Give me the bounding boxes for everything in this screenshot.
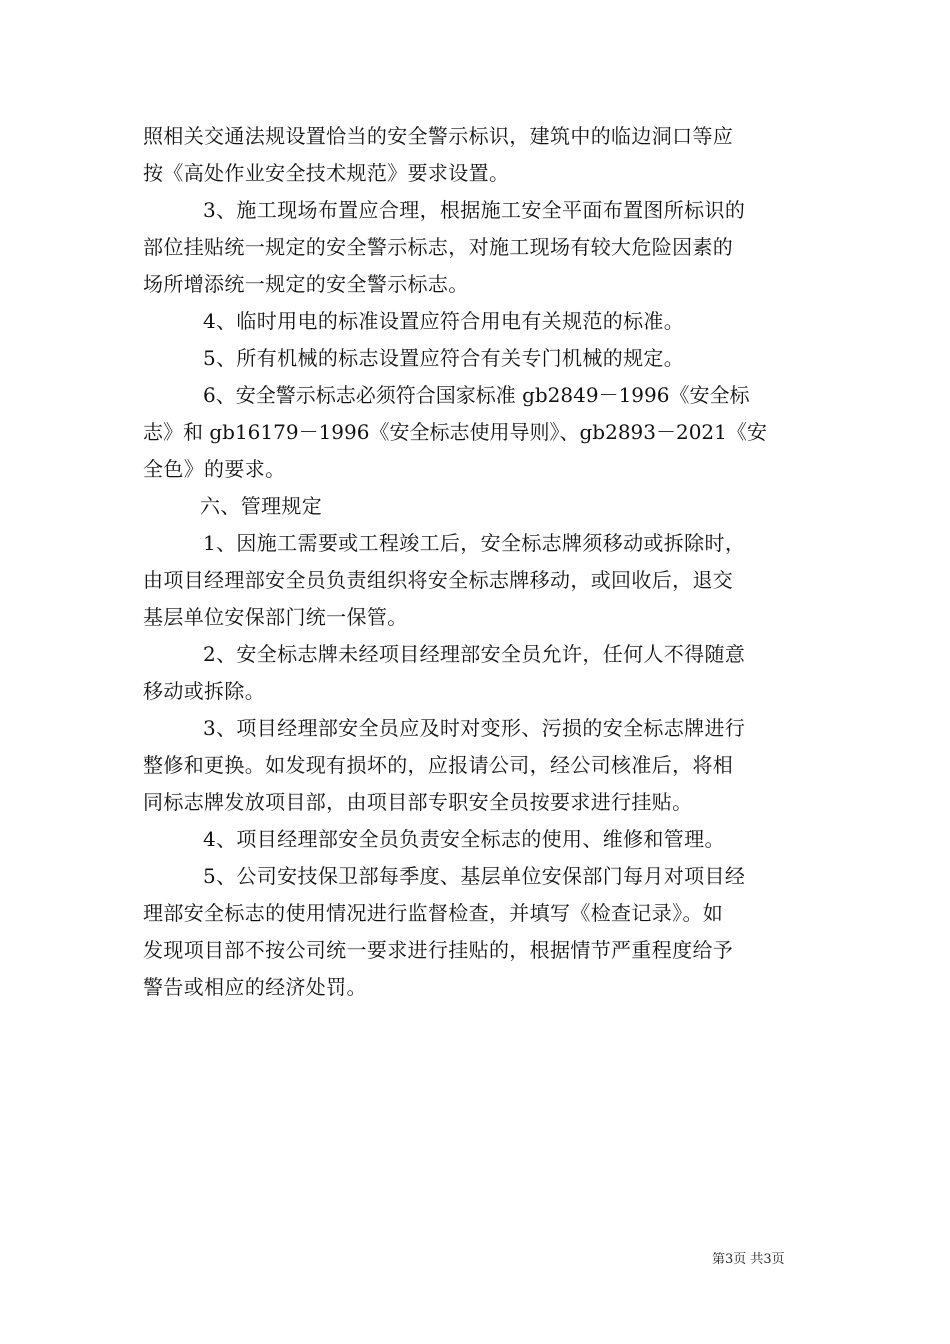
text-line: 基层单位安保部门统一保管。 [143,605,408,629]
text-line: 按《高处作业安全技术规范》要求设置。 [143,161,510,185]
page-number-footer: 第3页 共3页 [712,1252,785,1267]
text-line: 照相关交通法规设置恰当的安全警示标识，建筑中的临边洞口等应 [143,124,734,148]
text-line: 部位挂贴统一规定的安全警示标志，对施工现场有较大危险因素的 [143,235,734,259]
paragraph-item-5: 5、所有机械的标志设置应符合有关专门机械的规定。 [203,346,685,370]
document-body [143,118,813,1006]
rule-item-5-start: 5、公司安技保卫部每季度、基层单位安保部门每月对项目经 [203,864,746,888]
paragraph-item-6-start: 6、安全警示标志必须符合国家标准 gb2849－1996《安全标 [203,383,750,407]
rule-item-3-start: 3、项目经理部安全员应及时对变形、污损的安全标志牌进行 [203,716,746,740]
text-line: 由项目经理部安全员负责组织将安全标志牌移动，或回收后，退交 [143,568,734,592]
text-line: 发现项目部不按公司统一要求进行挂贴的，根据情节严重程度给予 [143,938,734,962]
text-line: 移动或拆除。 [143,679,266,703]
rule-item-1-start: 1、因施工需要或工程竣工后，安全标志牌须移动或拆除时， [203,531,746,555]
text-line: 场所增添统一规定的安全警示标志。 [143,272,469,296]
rule-item-4: 4、项目经理部安全员负责安全标志的使用、维修和管理。 [203,827,725,851]
text-line: 整修和更换。如发现有损坏的，应报请公司，经公司核准后，将相 [143,753,734,777]
text-line: 全色》的要求。 [143,457,286,481]
text-line: 理部安全标志的使用情况进行监督检查，并填写《检查记录》。如 [143,901,724,925]
text-line: 警告或相应的经济处罚。 [143,975,367,999]
paragraph-item-3-start: 3、施工现场布置应合理，根据施工安全平面布置图所标识的 [203,198,746,222]
section-heading: 六、管理规定 [200,494,323,518]
paragraph-item-4: 4、临时用电的标准设置应符合用电有关规范的标准。 [203,309,685,333]
text-line: 志》和 gb16179－1996《安全标志使用导则》、gb2893－2021《安 [143,420,767,444]
rule-item-2-start: 2、安全标志牌未经项目经理部安全员允许，任何人不得随意 [203,642,746,666]
text-line: 同标志牌发放项目部，由项目部专职安全员按要求进行挂贴。 [143,790,693,814]
